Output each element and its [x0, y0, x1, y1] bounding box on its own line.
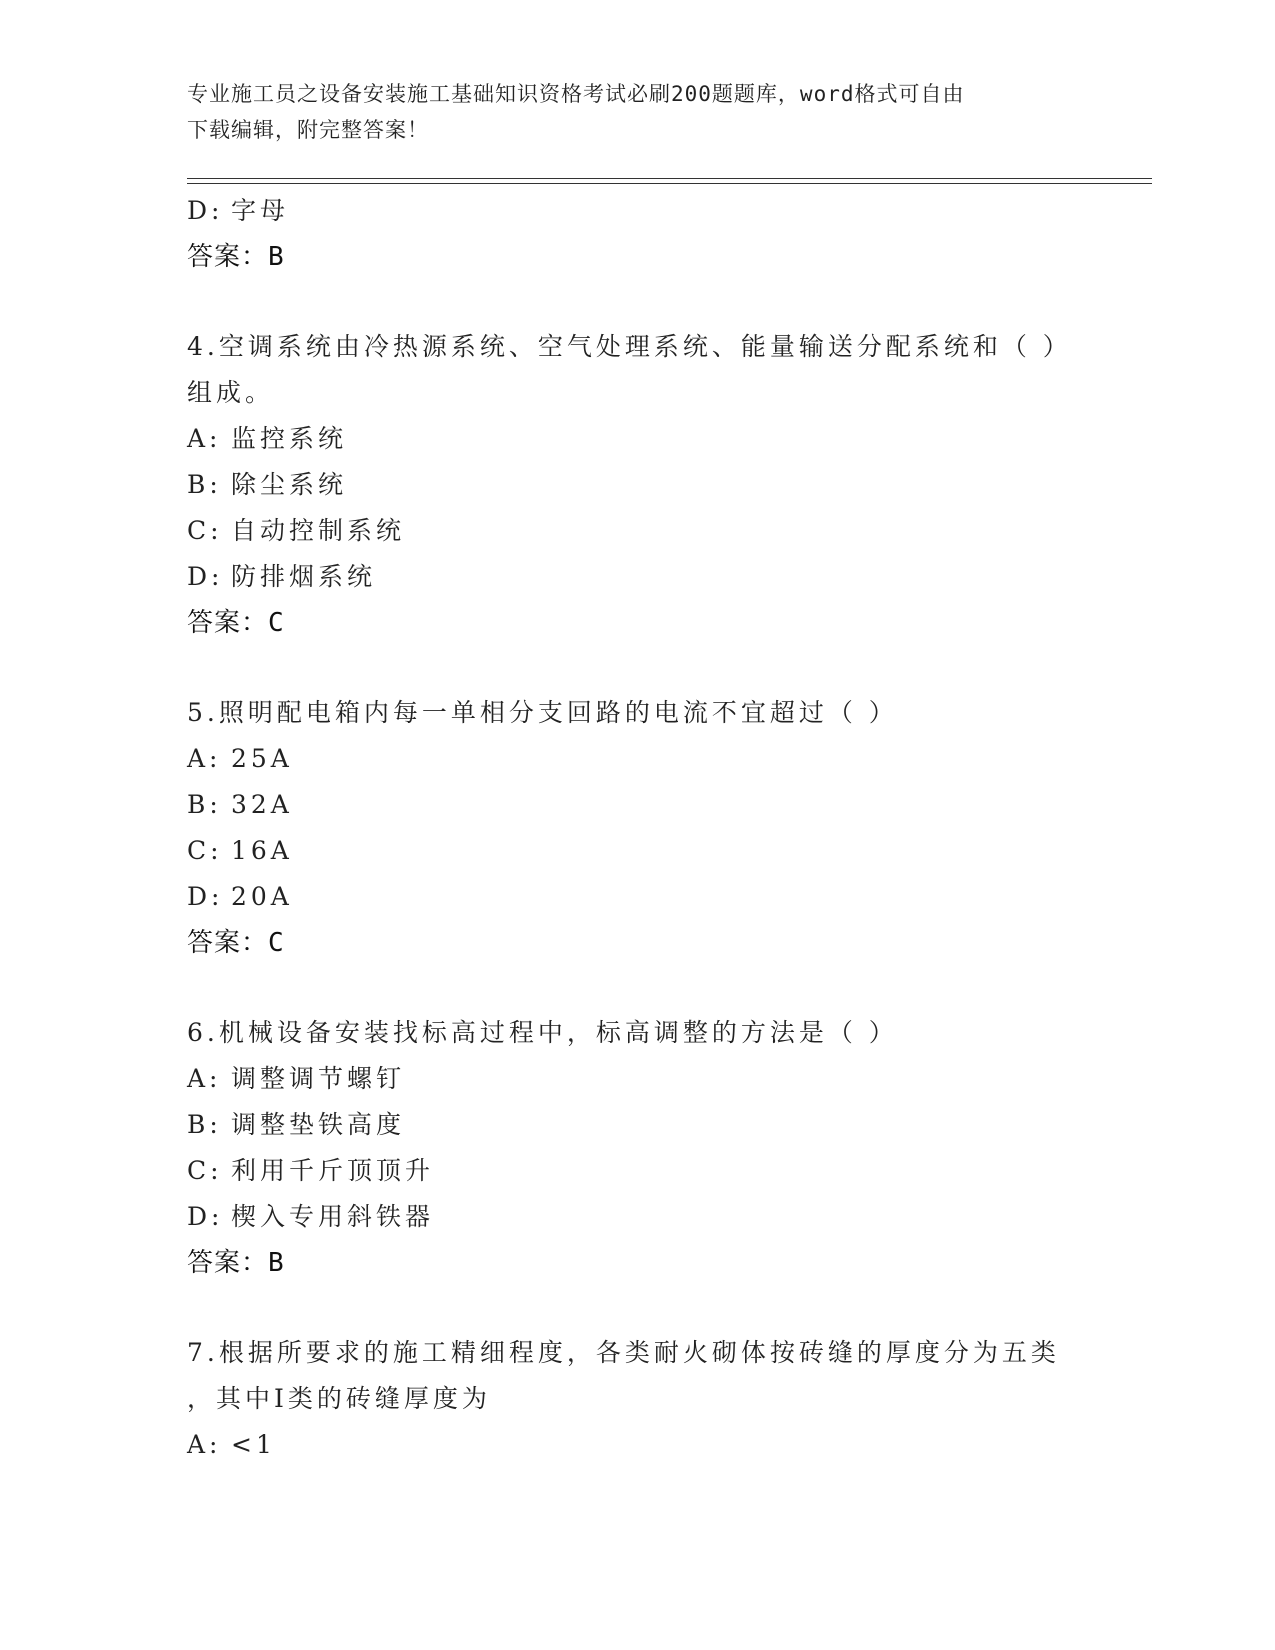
question-5-option-c [187, 828, 1087, 874]
question-6-option-b [187, 1102, 1087, 1148]
prev-option-d [187, 188, 1087, 234]
question-7-stem-line-2: ，其中Ⅰ类的砖缝厚度为 [187, 1384, 491, 1413]
spacer [187, 1286, 1087, 1330]
option-letter: A: [187, 424, 222, 453]
question-4-option-b [187, 462, 1087, 508]
option-text: 25A [231, 744, 293, 773]
option-letter: C: [187, 516, 223, 545]
question-5-stem-line-1: 5.照明配电箱内每一单相分支回路的电流不宜超过（ ） [187, 698, 898, 727]
option-text: 调整调节螺钉 [231, 1064, 406, 1093]
option-letter: B: [187, 790, 222, 819]
question-4-option-c [187, 508, 1087, 554]
question-4-option-a [187, 416, 1087, 462]
option-letter: A: [187, 1430, 222, 1459]
question-5-option-a [187, 736, 1087, 782]
document-header [187, 76, 1067, 148]
option-text: 楔入专用斜铁器 [231, 1202, 435, 1231]
question-6-option-c [187, 1148, 1087, 1194]
option-text: <1 [231, 1430, 276, 1459]
option-text: 自动控制系统 [231, 516, 406, 545]
option-text: 防排烟系统 [231, 562, 377, 591]
option-text: 16A [231, 836, 293, 865]
question-4-stem-line-2: 组成。 [187, 378, 275, 407]
option-text: 32A [231, 790, 293, 819]
option-letter: B: [187, 1110, 222, 1139]
header-line-1: 专业施工员之设备安装施工基础知识资格考试必刷200题题库，word格式可自由 [187, 82, 965, 106]
header-line-2: 下载编辑，附完整答案！ [187, 118, 429, 142]
option-letter: B: [187, 470, 222, 499]
option-text: 利用千斤顶顶升 [231, 1156, 435, 1185]
option-text: 调整垫铁高度 [231, 1110, 406, 1139]
question-list [187, 188, 1087, 1468]
question-7-stem-line-1: 7.根据所要求的施工精细程度，各类耐火砌体按砖缝的厚度分为五类 [187, 1338, 1060, 1367]
question-5-option-d [187, 874, 1087, 920]
spacer [187, 646, 1087, 690]
option-letter: D: [187, 196, 224, 225]
option-letter: D: [187, 562, 224, 591]
question-6-answer: 答案：B [187, 1248, 285, 1278]
question-6-stem-line-1: 6.机械设备安装找标高过程中，标高调整的方法是（ ） [187, 1018, 898, 1047]
spacer [187, 280, 1087, 324]
question-4-option-d [187, 554, 1087, 600]
option-letter: C: [187, 836, 223, 865]
question-5-option-b [187, 782, 1087, 828]
header-divider-bottom [187, 183, 1152, 184]
option-letter: A: [187, 1064, 222, 1093]
option-text: 监控系统 [231, 424, 348, 453]
option-letter: D: [187, 882, 224, 911]
option-text: 20A [231, 882, 293, 911]
option-letter: C: [187, 1156, 223, 1185]
question-6-option-a [187, 1056, 1087, 1102]
option-letter: D: [187, 1202, 224, 1231]
prev-answer: 答案：B [187, 242, 285, 272]
question-7-option-a [187, 1422, 1087, 1468]
question-6-option-d [187, 1194, 1087, 1240]
option-letter: A: [187, 744, 222, 773]
question-5-answer: 答案：C [187, 928, 285, 958]
option-text: 除尘系统 [231, 470, 348, 499]
spacer [187, 966, 1087, 1010]
header-divider-top [187, 178, 1152, 179]
option-text: 字母 [231, 196, 290, 225]
question-4-answer: 答案：C [187, 608, 285, 638]
question-4-stem-line-1: 4.空调系统由冷热源系统、空气处理系统、能量输送分配系统和（ ） [187, 332, 1072, 361]
